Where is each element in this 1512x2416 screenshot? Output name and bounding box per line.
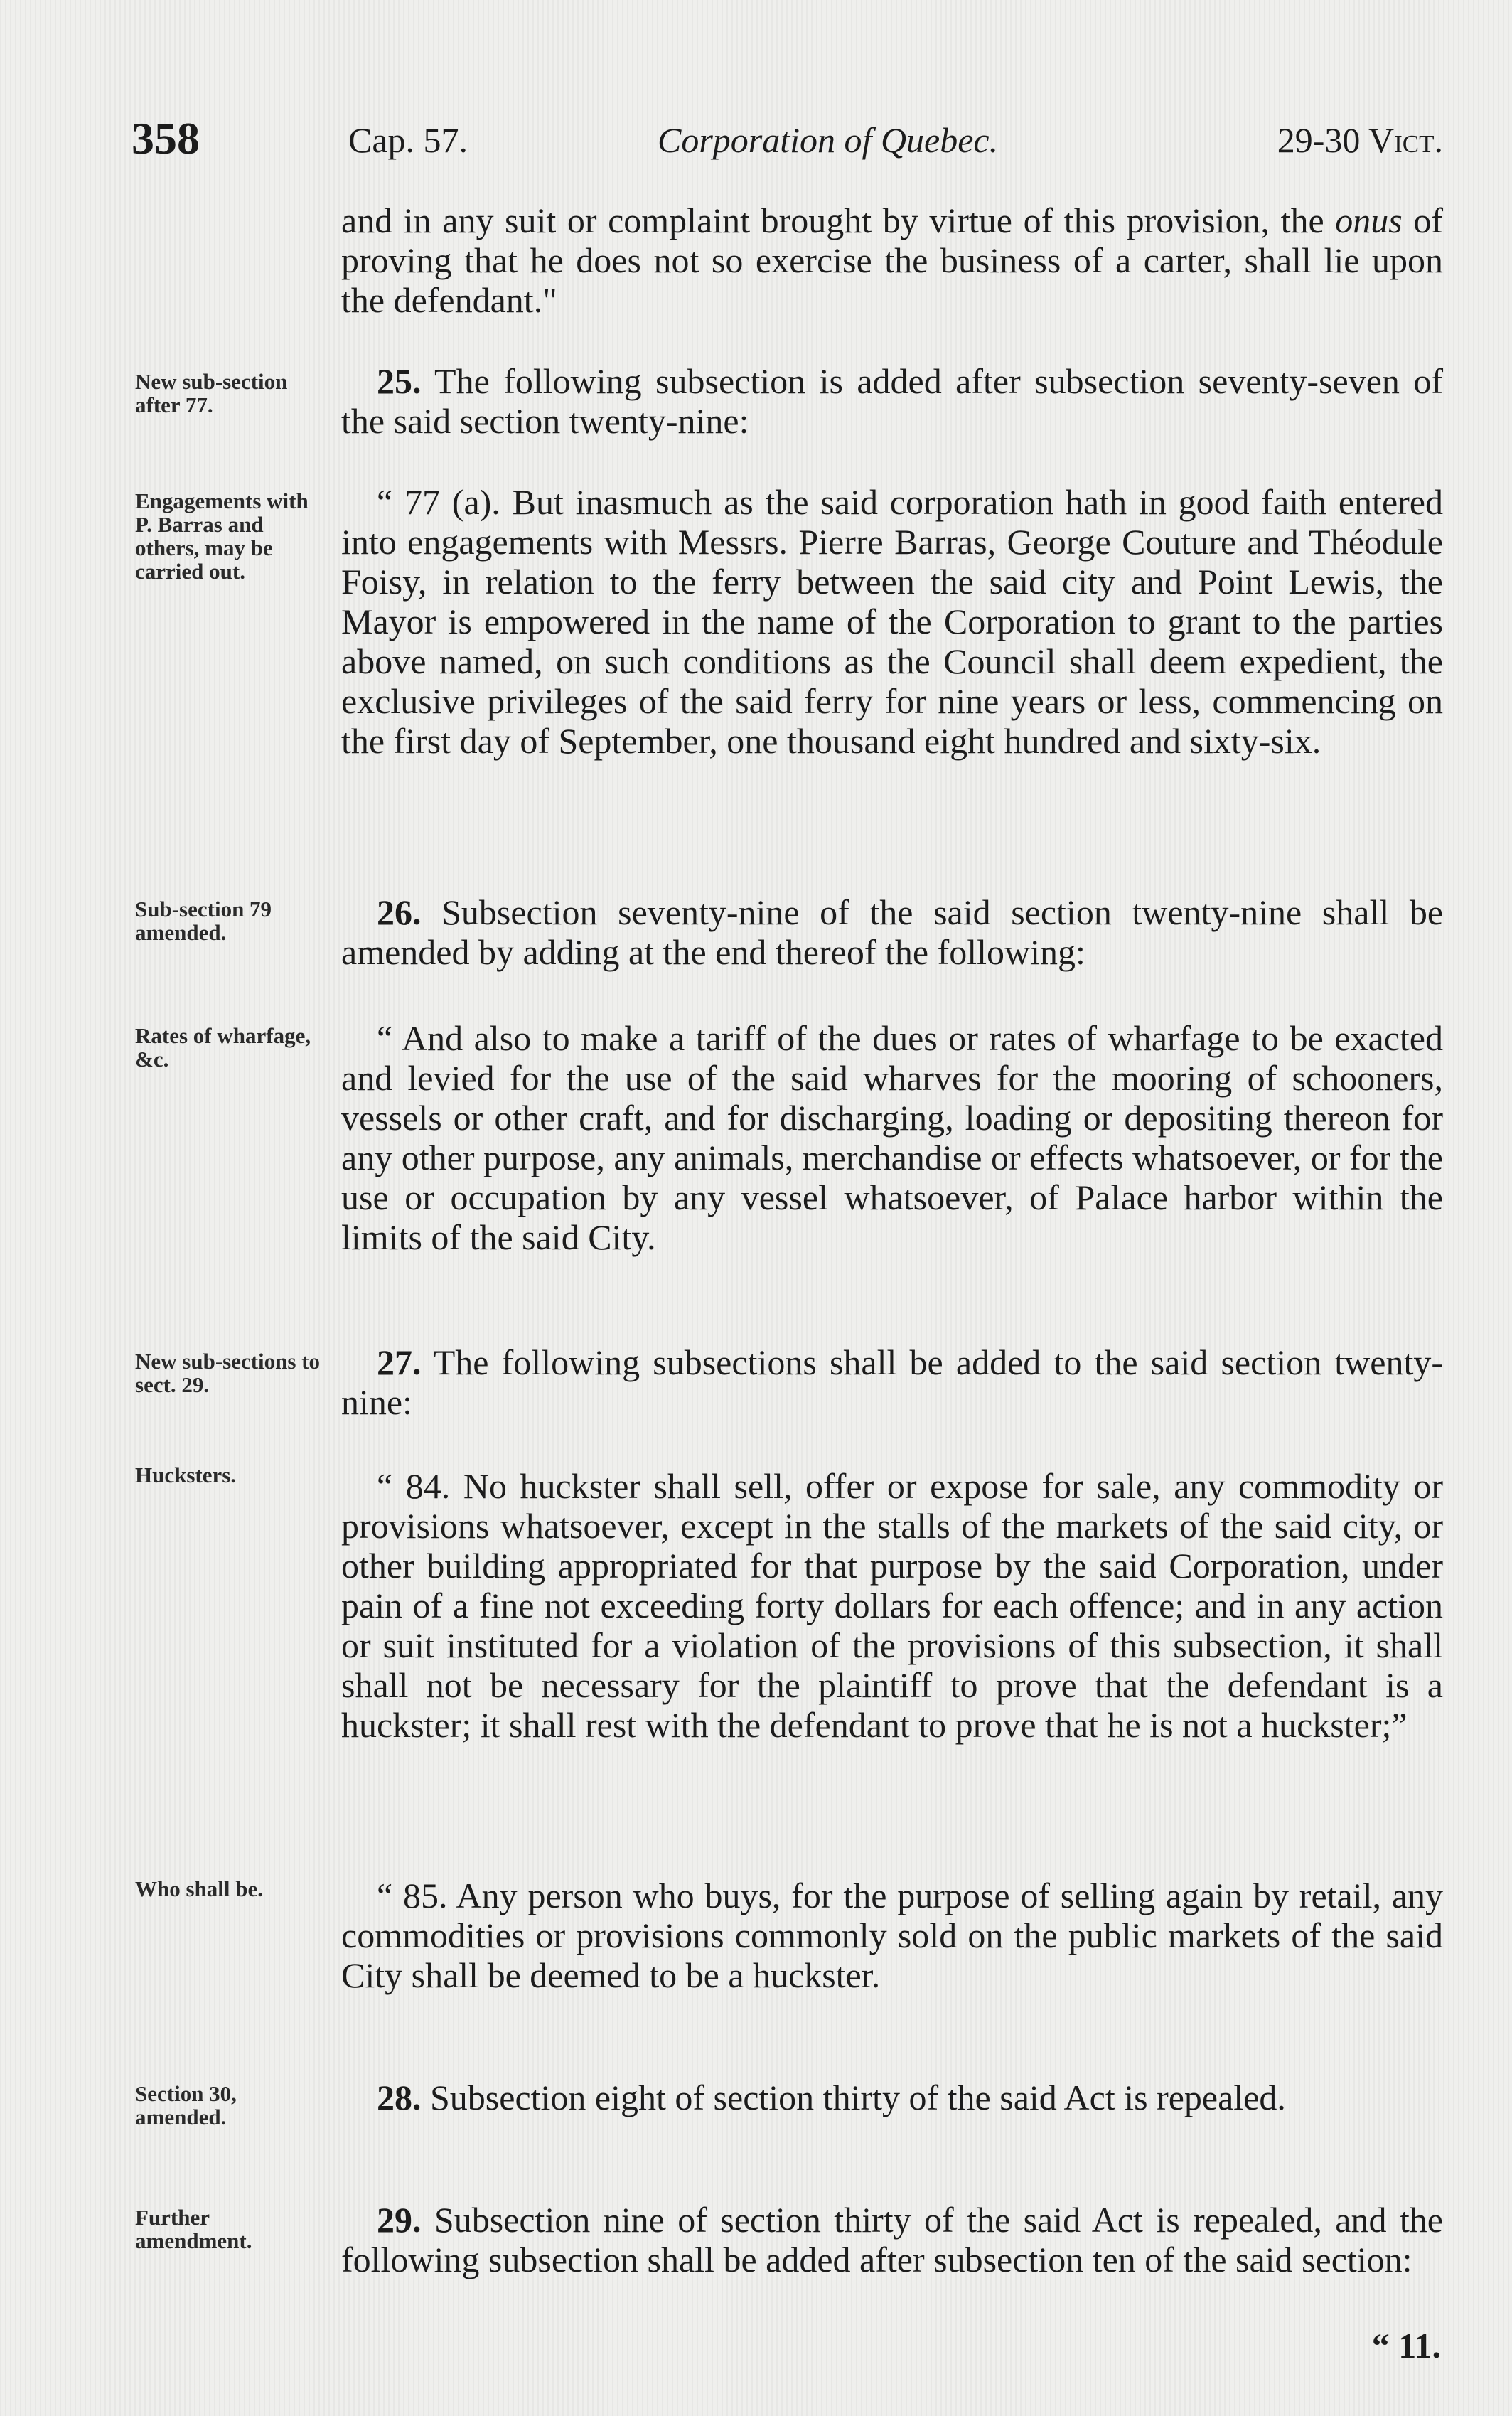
margin-note-77a: Engagements with P. Barras and others, may be carried out. — [135, 488, 309, 584]
paragraph-continuation — [341, 201, 1443, 320]
section-number-26: 26. — [377, 892, 422, 932]
margin-note-26: Sub-section 79 amended. — [135, 897, 272, 945]
margin-note-84: Hucksters. — [135, 1463, 237, 1487]
subsection-77a-text: “ 77 (a). But inasmuch as the said corporation hath in good faith entered into engagements with Messrs. Pierre Barras, George Couture and Théodule Foisy, in relation to the ferry between the said city and Point Lewis, the Mayor is empowered in the name of the Corporation to grant to the parties above named, on such conditions as the Council shall deem expedient, the exclusive privileges of the said ferry for nine years or less, commencing on the first day of September, one thousand eight hundred and sixty-six. — [341, 482, 1443, 761]
section-number-27: 27. — [377, 1342, 422, 1382]
subsection-77a — [341, 482, 1443, 761]
catchword: “ 11. — [1371, 2326, 1441, 2366]
section-number-25: 25. — [377, 361, 422, 401]
running-title: Corporation of Quebec. — [658, 120, 999, 160]
section-number-28: 28. — [377, 2078, 422, 2117]
subsection-84-text: “ 84. No huckster shall sell, offer or expose for sale, any commodity or provisions whatsoever, except in the stalls of the markets of the said city, or other building appropriated for that purpose by the said Corporation, under pain of a fine not exceeding forty dollars for each offence; and in any action or suit instituted for a violation of the provisions of this subsection, it shall shall not be necessary for the plaintiff to prove that the defendant is a huckster; it shall rest with the defendant to prove that he is not a huckster;” — [341, 1466, 1443, 1745]
page-number: 358 — [132, 113, 200, 164]
section-29 — [341, 2200, 1443, 2279]
subsection-85 — [341, 1876, 1443, 1995]
margin-note-85: Who shall be. — [135, 1876, 264, 1901]
margin-note-29: Further amendment. — [135, 2205, 252, 2253]
section-25 — [341, 361, 1443, 441]
section-28 — [341, 2078, 1443, 2117]
running-header — [132, 112, 1443, 169]
margin-note-27: New sub-sections to sect. 29. — [135, 1349, 321, 1397]
section-number-29: 29. — [377, 2200, 422, 2240]
wharfage-quote — [341, 1018, 1443, 1257]
continuation-italic: onus — [1335, 201, 1403, 240]
subsection-84 — [341, 1466, 1443, 1745]
margin-note-25: New sub-section after 77. — [135, 369, 288, 417]
subsection-85-text: “ 85. Any person who buys, for the purpose of selling again by retail, any commodities or provisions commonly sold on the public markets of the said City shall be deemed to be a huckster. — [341, 1876, 1443, 1995]
section-27 — [341, 1342, 1443, 1422]
regnal-year: 29-30 Vict. — [1277, 120, 1443, 160]
section-28-text: Subsection eight of section thirty of the said Act is repealed. — [430, 2078, 1286, 2117]
section-29-text: Subsection nine of section thirty of the said Act is repealed, and the following subsection shall be added after subsection ten of the said section: — [341, 2200, 1443, 2279]
continuation-text-a: and in any suit or complaint brought by virtue of this provision, the — [341, 201, 1336, 240]
section-26 — [341, 892, 1443, 972]
margin-note-28: Section 30, amended. — [135, 2081, 237, 2129]
margin-note-wharfage: Rates of wharfage, &c. — [135, 1023, 311, 1071]
section-26-text: Subsection seventy-nine of the said section twenty-nine shall be amended by adding at the end thereof the following: — [341, 892, 1444, 972]
continuation-text-b: of proving that he does not so exercise the business of a carter, shall lie upon the defendant." — [341, 201, 1444, 320]
section-25-text: The following subsection is added after subsection seventy-seven of the said section twenty-nine: — [341, 361, 1443, 441]
section-27-text: The following subsections shall be added to the said section twenty-nine: — [341, 1342, 1443, 1422]
wharfage-quote-text: “ And also to make a tariff of the dues or rates of wharfage to be exacted and levied for the use of the said wharves for the mooring of schooners, vessels or other craft, and for discharging, loading or depositing thereon for any other purpose, any animals, merchandise or effects whatsoever, or for the use or occupation by any vessel whatsoever, of Palace harbor within the limits of the said City. — [341, 1018, 1443, 1257]
chapter-number: Cap. 57. — [348, 120, 468, 160]
